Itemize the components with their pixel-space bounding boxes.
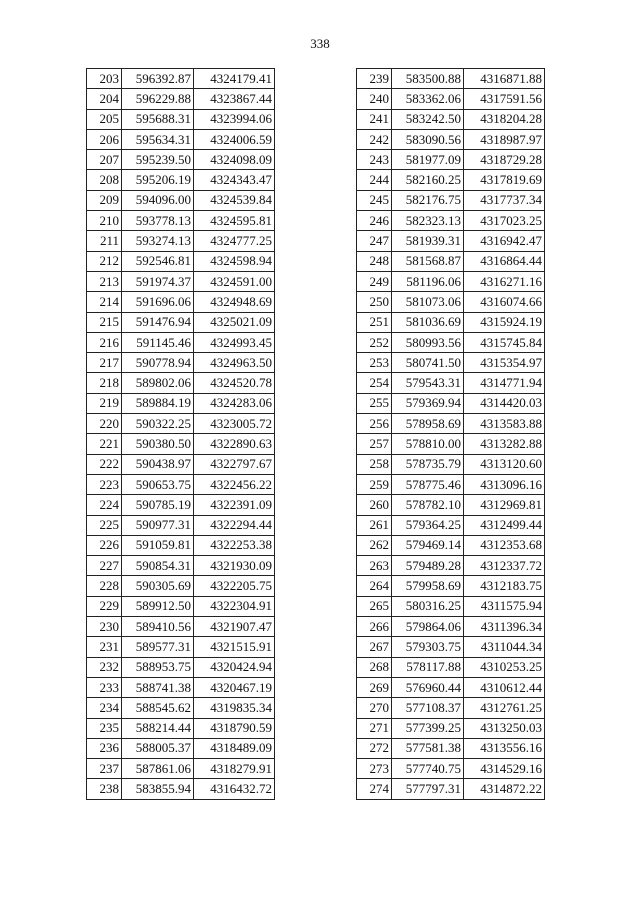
point-number-cell: 251 <box>357 312 392 332</box>
y-coordinate-cell: 4316942.47 <box>464 231 545 251</box>
point-number-cell: 261 <box>357 515 392 535</box>
table-row <box>87 69 275 89</box>
x-coordinate-cell: 578782.10 <box>392 495 464 515</box>
point-number-cell: 215 <box>87 312 122 332</box>
table-row <box>87 759 275 779</box>
point-number-cell: 203 <box>87 69 122 89</box>
point-number-cell: 239 <box>357 69 392 89</box>
y-coordinate-cell: 4322294.44 <box>194 515 275 535</box>
x-coordinate-cell: 589410.56 <box>122 617 194 637</box>
table-row <box>87 373 275 393</box>
table-row <box>357 170 545 190</box>
y-coordinate-cell: 4314771.94 <box>464 373 545 393</box>
table-row <box>357 738 545 758</box>
x-coordinate-cell: 590653.75 <box>122 474 194 494</box>
table-row <box>357 271 545 291</box>
y-coordinate-cell: 4322205.75 <box>194 576 275 596</box>
table-row <box>87 129 275 149</box>
x-coordinate-cell: 582176.75 <box>392 190 464 210</box>
point-number-cell: 210 <box>87 211 122 231</box>
x-coordinate-cell: 579864.06 <box>392 617 464 637</box>
point-number-cell: 218 <box>87 373 122 393</box>
x-coordinate-cell: 581073.06 <box>392 292 464 312</box>
table-row <box>357 698 545 718</box>
y-coordinate-cell: 4323005.72 <box>194 414 275 434</box>
y-coordinate-cell: 4324343.47 <box>194 170 275 190</box>
table-row <box>87 251 275 271</box>
y-coordinate-cell: 4324006.59 <box>194 129 275 149</box>
x-coordinate-cell: 578735.79 <box>392 454 464 474</box>
point-number-cell: 270 <box>357 698 392 718</box>
x-coordinate-cell: 588005.37 <box>122 738 194 758</box>
x-coordinate-cell: 577399.25 <box>392 718 464 738</box>
x-coordinate-cell: 590977.31 <box>122 515 194 535</box>
x-coordinate-cell: 581568.87 <box>392 251 464 271</box>
x-coordinate-cell: 591476.94 <box>122 312 194 332</box>
x-coordinate-cell: 577797.31 <box>392 779 464 799</box>
table-row <box>357 779 545 799</box>
y-coordinate-cell: 4315745.84 <box>464 332 545 352</box>
y-coordinate-cell: 4321907.47 <box>194 617 275 637</box>
point-number-cell: 255 <box>357 393 392 413</box>
y-coordinate-cell: 4322304.91 <box>194 596 275 616</box>
y-coordinate-cell: 4313096.16 <box>464 474 545 494</box>
table-row <box>357 454 545 474</box>
point-number-cell: 273 <box>357 759 392 779</box>
y-coordinate-cell: 4316871.88 <box>464 69 545 89</box>
point-number-cell: 263 <box>357 556 392 576</box>
table-row <box>357 211 545 231</box>
table-row <box>87 535 275 555</box>
x-coordinate-cell: 590854.31 <box>122 556 194 576</box>
x-coordinate-cell: 589802.06 <box>122 373 194 393</box>
table-row <box>357 353 545 373</box>
y-coordinate-cell: 4322456.22 <box>194 474 275 494</box>
point-number-cell: 246 <box>357 211 392 231</box>
x-coordinate-cell: 595206.19 <box>122 170 194 190</box>
x-coordinate-cell: 582323.13 <box>392 211 464 231</box>
coordinates-table-right-body <box>357 69 545 800</box>
table-row <box>357 373 545 393</box>
point-number-cell: 207 <box>87 150 122 170</box>
x-coordinate-cell: 579303.75 <box>392 637 464 657</box>
y-coordinate-cell: 4318204.28 <box>464 109 545 129</box>
x-coordinate-cell: 590785.19 <box>122 495 194 515</box>
x-coordinate-cell: 578958.69 <box>392 414 464 434</box>
x-coordinate-cell: 595688.31 <box>122 109 194 129</box>
table-row <box>87 515 275 535</box>
y-coordinate-cell: 4322391.09 <box>194 495 275 515</box>
y-coordinate-cell: 4315924.19 <box>464 312 545 332</box>
x-coordinate-cell: 577108.37 <box>392 698 464 718</box>
table-row <box>357 109 545 129</box>
x-coordinate-cell: 595239.50 <box>122 150 194 170</box>
table-row <box>87 190 275 210</box>
table-row <box>87 596 275 616</box>
point-number-cell: 223 <box>87 474 122 494</box>
point-number-cell: 256 <box>357 414 392 434</box>
y-coordinate-cell: 4324283.06 <box>194 393 275 413</box>
point-number-cell: 272 <box>357 738 392 758</box>
table-row <box>357 393 545 413</box>
point-number-cell: 212 <box>87 251 122 271</box>
y-coordinate-cell: 4319835.34 <box>194 698 275 718</box>
point-number-cell: 242 <box>357 129 392 149</box>
y-coordinate-cell: 4324591.00 <box>194 271 275 291</box>
page-number: 338 <box>310 36 330 51</box>
table-row <box>87 150 275 170</box>
x-coordinate-cell: 580741.50 <box>392 353 464 373</box>
table-row <box>357 495 545 515</box>
table-row <box>357 292 545 312</box>
y-coordinate-cell: 4313120.60 <box>464 454 545 474</box>
table-row <box>357 556 545 576</box>
table-row <box>87 231 275 251</box>
y-coordinate-cell: 4324948.69 <box>194 292 275 312</box>
table-row <box>87 657 275 677</box>
point-number-cell: 219 <box>87 393 122 413</box>
y-coordinate-cell: 4321930.09 <box>194 556 275 576</box>
table-row <box>87 211 275 231</box>
x-coordinate-cell: 593778.13 <box>122 211 194 231</box>
point-number-cell: 220 <box>87 414 122 434</box>
x-coordinate-cell: 588545.62 <box>122 698 194 718</box>
table-row <box>357 89 545 109</box>
point-number-cell: 205 <box>87 109 122 129</box>
y-coordinate-cell: 4318489.09 <box>194 738 275 758</box>
y-coordinate-cell: 4324963.50 <box>194 353 275 373</box>
x-coordinate-cell: 583090.56 <box>392 129 464 149</box>
table-row <box>87 434 275 454</box>
table-row <box>87 393 275 413</box>
point-number-cell: 230 <box>87 617 122 637</box>
point-number-cell: 267 <box>357 637 392 657</box>
point-number-cell: 221 <box>87 434 122 454</box>
table-row <box>357 657 545 677</box>
table-row <box>87 271 275 291</box>
point-number-cell: 228 <box>87 576 122 596</box>
x-coordinate-cell: 583500.88 <box>392 69 464 89</box>
table-row <box>87 89 275 109</box>
y-coordinate-cell: 4318729.28 <box>464 150 545 170</box>
y-coordinate-cell: 4325021.09 <box>194 312 275 332</box>
y-coordinate-cell: 4318279.91 <box>194 759 275 779</box>
coordinates-table-left-body <box>87 69 275 800</box>
x-coordinate-cell: 590380.50 <box>122 434 194 454</box>
point-number-cell: 204 <box>87 89 122 109</box>
y-coordinate-cell: 4314872.22 <box>464 779 545 799</box>
x-coordinate-cell: 578117.88 <box>392 657 464 677</box>
point-number-cell: 274 <box>357 779 392 799</box>
y-coordinate-cell: 4313583.88 <box>464 414 545 434</box>
table-row <box>357 637 545 657</box>
x-coordinate-cell: 590322.25 <box>122 414 194 434</box>
x-coordinate-cell: 578810.00 <box>392 434 464 454</box>
point-number-cell: 237 <box>87 759 122 779</box>
point-number-cell: 224 <box>87 495 122 515</box>
table-row <box>87 353 275 373</box>
y-coordinate-cell: 4310253.25 <box>464 657 545 677</box>
point-number-cell: 249 <box>357 271 392 291</box>
y-coordinate-cell: 4312499.44 <box>464 515 545 535</box>
point-number-cell: 260 <box>357 495 392 515</box>
y-coordinate-cell: 4316864.44 <box>464 251 545 271</box>
y-coordinate-cell: 4324539.84 <box>194 190 275 210</box>
point-number-cell: 241 <box>357 109 392 129</box>
point-number-cell: 208 <box>87 170 122 190</box>
table-row <box>357 596 545 616</box>
point-number-cell: 225 <box>87 515 122 535</box>
table-row <box>357 617 545 637</box>
x-coordinate-cell: 596229.88 <box>122 89 194 109</box>
y-coordinate-cell: 4311044.34 <box>464 637 545 657</box>
point-number-cell: 226 <box>87 535 122 555</box>
x-coordinate-cell: 588953.75 <box>122 657 194 677</box>
point-number-cell: 266 <box>357 617 392 637</box>
point-number-cell: 234 <box>87 698 122 718</box>
x-coordinate-cell: 581977.09 <box>392 150 464 170</box>
point-number-cell: 248 <box>357 251 392 271</box>
point-number-cell: 217 <box>87 353 122 373</box>
coordinates-table-left <box>86 68 275 800</box>
y-coordinate-cell: 4315354.97 <box>464 353 545 373</box>
x-coordinate-cell: 583855.94 <box>122 779 194 799</box>
table-row <box>357 677 545 697</box>
x-coordinate-cell: 591145.46 <box>122 332 194 352</box>
y-coordinate-cell: 4316432.72 <box>194 779 275 799</box>
table-row <box>357 129 545 149</box>
table-row <box>357 515 545 535</box>
y-coordinate-cell: 4324777.25 <box>194 231 275 251</box>
coordinates-table-right <box>356 68 545 800</box>
point-number-cell: 236 <box>87 738 122 758</box>
y-coordinate-cell: 4317819.69 <box>464 170 545 190</box>
point-number-cell: 206 <box>87 129 122 149</box>
y-coordinate-cell: 4324520.78 <box>194 373 275 393</box>
table-row <box>87 332 275 352</box>
y-coordinate-cell: 4313556.16 <box>464 738 545 758</box>
point-number-cell: 268 <box>357 657 392 677</box>
x-coordinate-cell: 591696.06 <box>122 292 194 312</box>
x-coordinate-cell: 589884.19 <box>122 393 194 413</box>
table-row <box>357 434 545 454</box>
y-coordinate-cell: 4317591.56 <box>464 89 545 109</box>
point-number-cell: 269 <box>357 677 392 697</box>
point-number-cell: 209 <box>87 190 122 210</box>
x-coordinate-cell: 580316.25 <box>392 596 464 616</box>
y-coordinate-cell: 4322890.63 <box>194 434 275 454</box>
y-coordinate-cell: 4316074.66 <box>464 292 545 312</box>
y-coordinate-cell: 4324598.94 <box>194 251 275 271</box>
point-number-cell: 222 <box>87 454 122 474</box>
table-row <box>357 332 545 352</box>
point-number-cell: 257 <box>357 434 392 454</box>
point-number-cell: 258 <box>357 454 392 474</box>
x-coordinate-cell: 595634.31 <box>122 129 194 149</box>
x-coordinate-cell: 591974.37 <box>122 271 194 291</box>
table-row <box>87 698 275 718</box>
point-number-cell: 265 <box>357 596 392 616</box>
y-coordinate-cell: 4312183.75 <box>464 576 545 596</box>
table-row <box>357 190 545 210</box>
x-coordinate-cell: 593274.13 <box>122 231 194 251</box>
x-coordinate-cell: 590778.94 <box>122 353 194 373</box>
table-row <box>357 251 545 271</box>
y-coordinate-cell: 4312761.25 <box>464 698 545 718</box>
table-row <box>87 718 275 738</box>
point-number-cell: 262 <box>357 535 392 555</box>
y-coordinate-cell: 4322797.67 <box>194 454 275 474</box>
point-number-cell: 213 <box>87 271 122 291</box>
y-coordinate-cell: 4313250.03 <box>464 718 545 738</box>
point-number-cell: 211 <box>87 231 122 251</box>
table-row <box>87 292 275 312</box>
x-coordinate-cell: 588741.38 <box>122 677 194 697</box>
table-row <box>357 474 545 494</box>
x-coordinate-cell: 578775.46 <box>392 474 464 494</box>
table-row <box>357 312 545 332</box>
point-number-cell: 244 <box>357 170 392 190</box>
x-coordinate-cell: 591059.81 <box>122 535 194 555</box>
x-coordinate-cell: 594096.00 <box>122 190 194 210</box>
point-number-cell: 227 <box>87 556 122 576</box>
x-coordinate-cell: 579469.14 <box>392 535 464 555</box>
y-coordinate-cell: 4316271.16 <box>464 271 545 291</box>
point-number-cell: 233 <box>87 677 122 697</box>
table-row <box>87 312 275 332</box>
point-number-cell: 232 <box>87 657 122 677</box>
table-row <box>357 759 545 779</box>
x-coordinate-cell: 577581.38 <box>392 738 464 758</box>
x-coordinate-cell: 581196.06 <box>392 271 464 291</box>
y-coordinate-cell: 4324098.09 <box>194 150 275 170</box>
x-coordinate-cell: 577740.75 <box>392 759 464 779</box>
table-row <box>357 535 545 555</box>
x-coordinate-cell: 596392.87 <box>122 69 194 89</box>
point-number-cell: 238 <box>87 779 122 799</box>
y-coordinate-cell: 4323867.44 <box>194 89 275 109</box>
x-coordinate-cell: 581939.31 <box>392 231 464 251</box>
table-row <box>357 150 545 170</box>
point-number-cell: 247 <box>357 231 392 251</box>
table-row <box>357 576 545 596</box>
table-row <box>357 718 545 738</box>
point-number-cell: 245 <box>357 190 392 210</box>
x-coordinate-cell: 587861.06 <box>122 759 194 779</box>
y-coordinate-cell: 4314420.03 <box>464 393 545 413</box>
y-coordinate-cell: 4320467.19 <box>194 677 275 697</box>
y-coordinate-cell: 4313282.88 <box>464 434 545 454</box>
point-number-cell: 253 <box>357 353 392 373</box>
y-coordinate-cell: 4312337.72 <box>464 556 545 576</box>
y-coordinate-cell: 4322253.38 <box>194 535 275 555</box>
point-number-cell: 231 <box>87 637 122 657</box>
point-number-cell: 259 <box>357 474 392 494</box>
x-coordinate-cell: 579543.31 <box>392 373 464 393</box>
table-row <box>87 170 275 190</box>
x-coordinate-cell: 576960.44 <box>392 677 464 697</box>
y-coordinate-cell: 4318987.97 <box>464 129 545 149</box>
x-coordinate-cell: 582160.25 <box>392 170 464 190</box>
table-row <box>87 576 275 596</box>
x-coordinate-cell: 590305.69 <box>122 576 194 596</box>
table-row <box>87 474 275 494</box>
table-row <box>87 109 275 129</box>
y-coordinate-cell: 4310612.44 <box>464 677 545 697</box>
y-coordinate-cell: 4323994.06 <box>194 109 275 129</box>
x-coordinate-cell: 589912.50 <box>122 596 194 616</box>
y-coordinate-cell: 4317737.34 <box>464 190 545 210</box>
table-row <box>87 617 275 637</box>
point-number-cell: 264 <box>357 576 392 596</box>
y-coordinate-cell: 4324993.45 <box>194 332 275 352</box>
point-number-cell: 240 <box>357 89 392 109</box>
x-coordinate-cell: 589577.31 <box>122 637 194 657</box>
point-number-cell: 229 <box>87 596 122 616</box>
point-number-cell: 271 <box>357 718 392 738</box>
x-coordinate-cell: 588214.44 <box>122 718 194 738</box>
x-coordinate-cell: 581036.69 <box>392 312 464 332</box>
y-coordinate-cell: 4317023.25 <box>464 211 545 231</box>
table-row <box>87 779 275 799</box>
table-row <box>357 231 545 251</box>
x-coordinate-cell: 583362.06 <box>392 89 464 109</box>
x-coordinate-cell: 583242.50 <box>392 109 464 129</box>
y-coordinate-cell: 4318790.59 <box>194 718 275 738</box>
table-row <box>87 556 275 576</box>
table-row <box>87 495 275 515</box>
point-number-cell: 235 <box>87 718 122 738</box>
y-coordinate-cell: 4312353.68 <box>464 535 545 555</box>
y-coordinate-cell: 4311396.34 <box>464 617 545 637</box>
x-coordinate-cell: 580993.56 <box>392 332 464 352</box>
y-coordinate-cell: 4312969.81 <box>464 495 545 515</box>
y-coordinate-cell: 4311575.94 <box>464 596 545 616</box>
point-number-cell: 252 <box>357 332 392 352</box>
point-number-cell: 216 <box>87 332 122 352</box>
x-coordinate-cell: 592546.81 <box>122 251 194 271</box>
y-coordinate-cell: 4321515.91 <box>194 637 275 657</box>
y-coordinate-cell: 4324179.41 <box>194 69 275 89</box>
point-number-cell: 214 <box>87 292 122 312</box>
table-row <box>87 677 275 697</box>
point-number-cell: 243 <box>357 150 392 170</box>
point-number-cell: 250 <box>357 292 392 312</box>
x-coordinate-cell: 579489.28 <box>392 556 464 576</box>
y-coordinate-cell: 4314529.16 <box>464 759 545 779</box>
x-coordinate-cell: 579364.25 <box>392 515 464 535</box>
table-row <box>87 454 275 474</box>
y-coordinate-cell: 4324595.81 <box>194 211 275 231</box>
table-row <box>357 414 545 434</box>
x-coordinate-cell: 590438.97 <box>122 454 194 474</box>
point-number-cell: 254 <box>357 373 392 393</box>
table-row <box>87 414 275 434</box>
x-coordinate-cell: 579369.94 <box>392 393 464 413</box>
table-row <box>87 738 275 758</box>
table-row <box>357 69 545 89</box>
y-coordinate-cell: 4320424.94 <box>194 657 275 677</box>
table-row <box>87 637 275 657</box>
x-coordinate-cell: 579958.69 <box>392 576 464 596</box>
